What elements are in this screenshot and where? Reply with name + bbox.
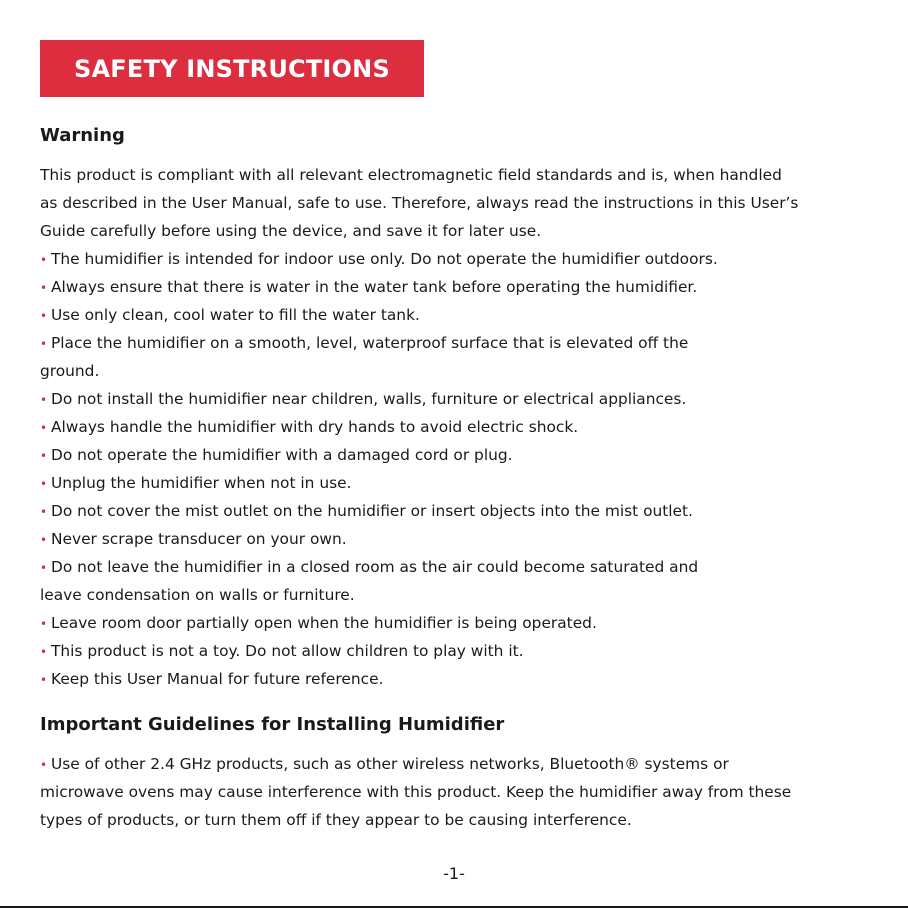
warning-bullet-item — [40, 304, 420, 327]
warning-bullet-text: Never scrape transducer on your own. — [51, 530, 347, 548]
page-number: -1- — [443, 864, 465, 883]
warning-bullet-item — [40, 668, 383, 691]
warning-intro-line: as described in the User Manual, safe to use. Therefore, always read the instructions in this User’s — [40, 194, 799, 212]
bullet-icon: • — [40, 533, 48, 547]
bullet-icon: • — [40, 673, 48, 687]
warning-bullet-item — [40, 612, 597, 635]
bullet-icon: • — [40, 477, 48, 491]
warning-bullet-item — [40, 444, 513, 467]
warning-bullet-item — [40, 332, 688, 355]
warning-bullet-text: Do not operate the humidifier with a damaged cord or plug. — [51, 446, 513, 464]
warning-bullet-text: Do not leave the humidifier in a closed room as the air could become saturated and — [51, 558, 699, 576]
warning-bullet-text: ground. — [40, 362, 100, 380]
warning-bullet-item — [40, 360, 99, 382]
warning-bullet-item — [40, 248, 718, 271]
bullet-icon: • — [40, 253, 48, 267]
warning-bullet-text: Keep this User Manual for future reference. — [51, 670, 384, 688]
bullet-icon: • — [40, 561, 48, 575]
warning-bullet-item — [40, 416, 578, 439]
warning-bullet-text: Do not cover the mist outlet on the humidifier or insert objects into the mist outlet. — [51, 502, 693, 520]
bullet-icon: • — [40, 337, 48, 351]
warning-bullet-text: leave condensation on walls or furniture. — [40, 586, 355, 604]
guidelines-bullet-text: Use of other 2.4 GHz products, such as other wireless networks, Bluetooth® systems or — [51, 755, 729, 773]
warning-bullet-text: Place the humidifier on a smooth, level, waterproof surface that is elevated off the — [51, 334, 689, 352]
guidelines-bullet-item — [40, 781, 791, 803]
bullet-icon: • — [40, 421, 48, 435]
warning-bullet-text: Always handle the humidifier with dry hands to avoid electric shock. — [51, 418, 579, 436]
warning-intro-line: Guide carefully before using the device, and save it for later use. — [40, 222, 542, 240]
guidelines-bullet-text: microwave ovens may cause interference with this product. Keep the humidifier away from these — [40, 783, 792, 801]
warning-bullet-text: Use only clean, cool water to fill the water tank. — [51, 306, 420, 324]
warning-bullet-item — [40, 556, 698, 579]
section-title-banner — [40, 40, 424, 97]
bullet-icon: • — [40, 617, 48, 631]
warning-bullet-item — [40, 528, 347, 551]
section-title: SAFETY INSTRUCTIONS — [74, 54, 390, 83]
guidelines-bullet-item — [40, 753, 729, 776]
bullet-icon: • — [40, 309, 48, 323]
bullet-icon: • — [40, 393, 48, 407]
warning-bullet-item — [40, 584, 355, 606]
warning-bullet-item — [40, 500, 693, 523]
warning-intro-line: This product is compliant with all relevant electromagnetic field standards and is, when handled — [40, 166, 782, 184]
warning-heading: Warning — [40, 125, 125, 146]
warning-bullet-item — [40, 276, 697, 299]
warning-bullet-text: Do not install the humidifier near children, walls, furniture or electrical appliances. — [51, 390, 687, 408]
guidelines-bullet-text: types of products, or turn them off if they appear to be causing interference. — [40, 811, 632, 829]
bullet-icon: • — [40, 281, 48, 295]
bullet-icon: • — [40, 758, 48, 772]
warning-bullet-text: Leave room door partially open when the humidifier is being operated. — [51, 614, 597, 632]
warning-bullet-text: Always ensure that there is water in the water tank before operating the humidifier. — [51, 278, 698, 296]
warning-bullet-text: This product is not a toy. Do not allow children to play with it. — [51, 642, 524, 660]
bullet-icon: • — [40, 645, 48, 659]
warning-bullet-text: The humidifier is intended for indoor use only. Do not operate the humidifier outdoors. — [51, 250, 718, 268]
bullet-icon: • — [40, 449, 48, 463]
guidelines-heading: Important Guidelines for Installing Humidifier — [40, 714, 505, 735]
warning-bullet-item — [40, 640, 524, 663]
guidelines-bullet-item — [40, 809, 632, 831]
warning-bullet-item — [40, 472, 351, 495]
warning-bullet-item — [40, 388, 686, 411]
warning-bullet-text: Unplug the humidifier when not in use. — [51, 474, 352, 492]
bullet-icon: • — [40, 505, 48, 519]
